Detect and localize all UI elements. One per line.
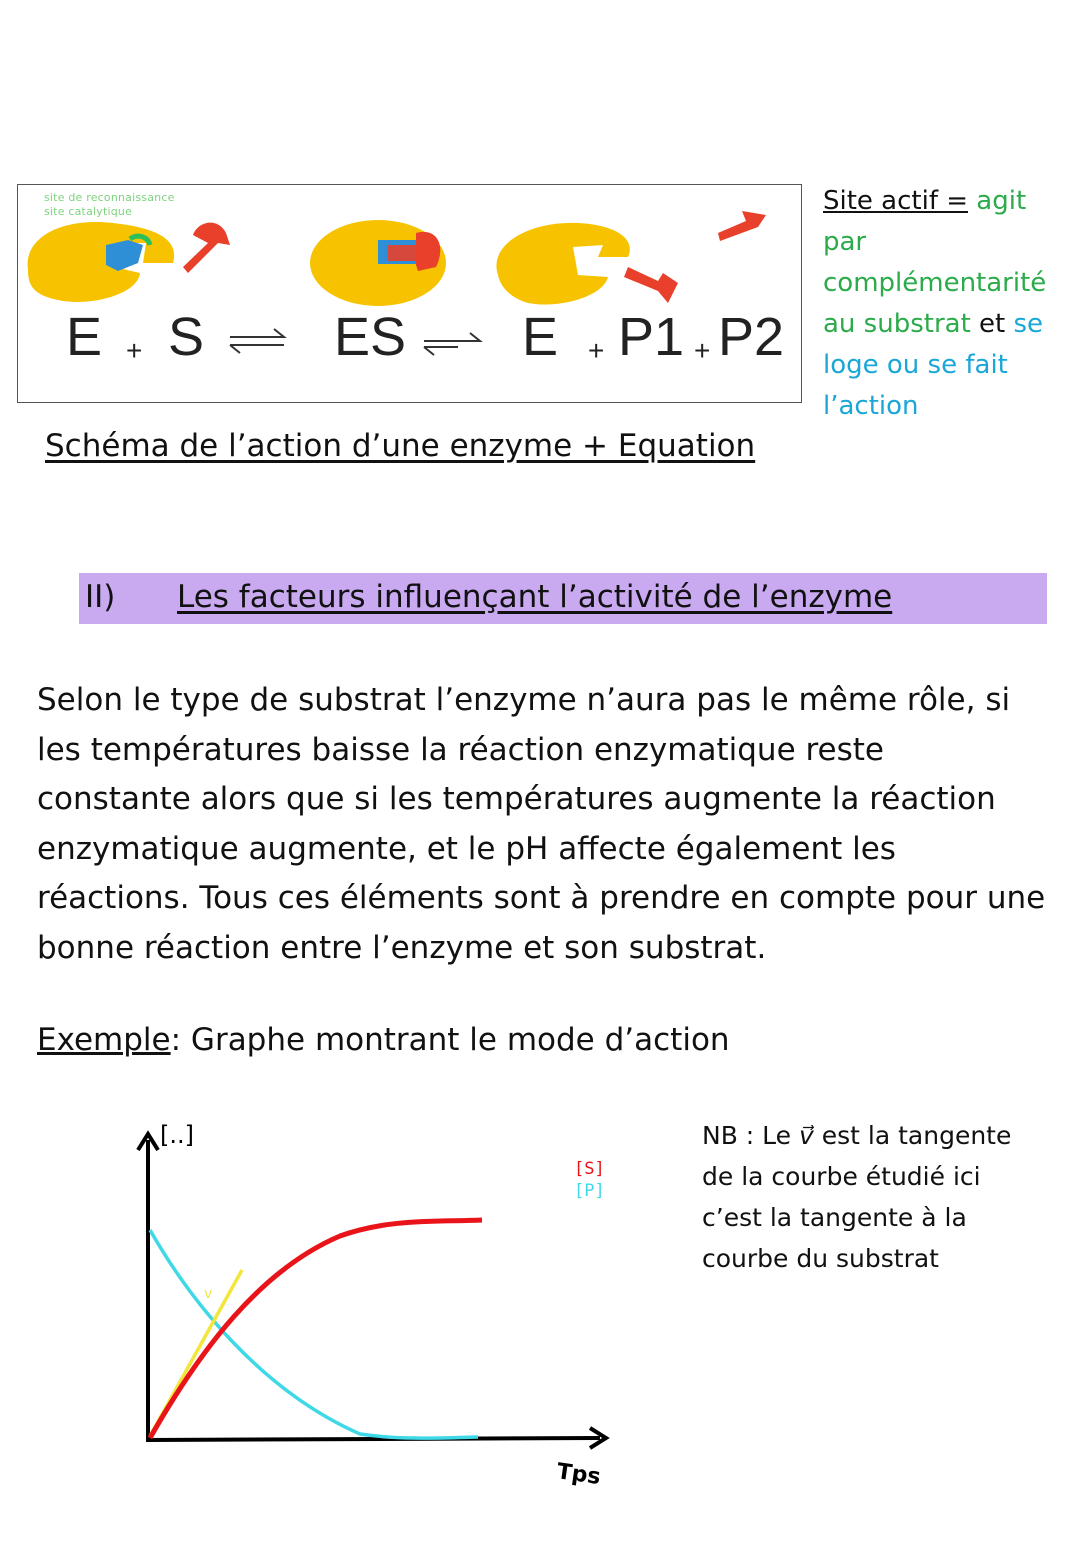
eq-enzyme-2: E: [522, 307, 559, 367]
legend-product: [P]: [574, 1181, 605, 1201]
diagram-caption: Schéma de l’action d’une enzyme + Equation: [45, 428, 756, 464]
enzyme-released-shape: [496, 223, 629, 305]
product-shapes: [624, 211, 766, 303]
enzyme-free-shape: [28, 222, 175, 302]
substrate-shape: [183, 223, 230, 273]
example-label: Exemple: [37, 1022, 171, 1058]
y-axis-label: [..]: [160, 1121, 194, 1149]
nb-vector: v⃗: [799, 1121, 814, 1150]
tangent-label: v: [204, 1286, 213, 1302]
example-text: : Graphe montrant le mode d’action: [170, 1022, 730, 1058]
eq-substrate: S: [168, 307, 205, 367]
eq-enzyme: E: [66, 307, 103, 367]
eq-plus-1: +: [126, 335, 143, 366]
section-header: [79, 573, 1047, 624]
eq-plus-2: +: [588, 335, 605, 366]
nb-prefix: NB : Le: [702, 1121, 792, 1150]
section-number: II): [85, 579, 116, 615]
nb-rest: est la tangente de la courbe étudié ici c’est la tangente à la courbe du substrat: [702, 1121, 1012, 1273]
x-axis-label: Tps: [555, 1459, 603, 1491]
product-curve: [150, 1220, 482, 1438]
example-heading: [37, 1022, 730, 1058]
body-paragraph: Selon le type de substrat l’enzyme n’aura pas le même rôle, si les températures baisse la réaction enzymatique reste constante alors que si les températures augmente la réaction enzymatique augmente, et le pH affecte également les réactions. Tous ces éléments sont à prendre en compte pour une bonne réaction entre l’enzyme et son substrat.: [37, 682, 1046, 966]
eq-product-1: P1: [618, 307, 685, 367]
kinetics-graph: [0, 1100, 680, 1500]
nb-note: [702, 1115, 1042, 1279]
site-actif-note: [823, 181, 1073, 427]
enzyme-diagram: [17, 184, 802, 403]
x-axis: [148, 1438, 600, 1440]
site-actif-connector: et: [979, 309, 1006, 339]
legend-substrate: [S]: [574, 1159, 605, 1179]
site-actif-term: Site actif =: [823, 186, 969, 216]
eq-plus-3: +: [694, 335, 711, 366]
enzyme-substrate-complex-shape: [310, 220, 446, 306]
section-title: Les facteurs influençant l’activité de l’enzyme: [177, 579, 893, 615]
eq-product-2: P2: [718, 307, 785, 367]
site-catalytic-label: site catalytique: [44, 205, 133, 218]
site-actif-part1: agit par complémentarité au substrat: [823, 186, 1047, 339]
site-actif-part2: se loge ou se fait l’action: [823, 309, 1044, 421]
site-recognition-label: site de reconnaissance: [44, 191, 175, 204]
eq-complex: ES: [334, 307, 407, 367]
substrate-curve: [150, 1230, 478, 1438]
